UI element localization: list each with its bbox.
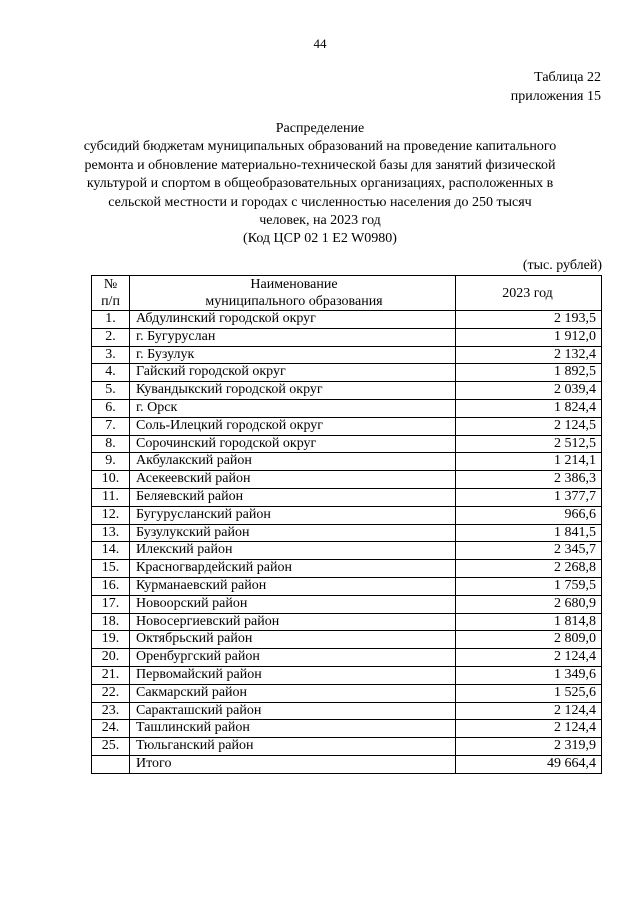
- table-row: [92, 649, 602, 667]
- row-value: 2 345,7: [456, 542, 602, 560]
- row-value: 2 039,4: [456, 382, 602, 400]
- row-value: 1 841,5: [456, 524, 602, 542]
- row-number: 10.: [92, 471, 130, 489]
- row-number: 19.: [92, 631, 130, 649]
- row-number: 11.: [92, 488, 130, 506]
- table-row: [92, 542, 602, 560]
- title-line: субсидий бюджетам муниципальных образований на проведение капитального: [83, 139, 557, 155]
- row-number: 21.: [92, 666, 130, 684]
- table-row: [92, 595, 602, 613]
- table-row: [92, 524, 602, 542]
- table-row: [92, 471, 602, 489]
- header-name: [130, 276, 456, 311]
- row-value: 1 525,6: [456, 684, 602, 702]
- subsidy-table: [91, 275, 602, 774]
- header-name-line1: Наименование: [250, 277, 338, 292]
- row-value: 2 512,5: [456, 435, 602, 453]
- row-name: Бузулукский район: [130, 524, 456, 542]
- table-row: [92, 720, 602, 738]
- row-number: 2.: [92, 328, 130, 346]
- row-name: Соль-Илецкий городской округ: [130, 417, 456, 435]
- row-number: 14.: [92, 542, 130, 560]
- row-value: 1 912,0: [456, 328, 602, 346]
- row-name: Кувандыкский городской округ: [130, 382, 456, 400]
- row-number: 16.: [92, 577, 130, 595]
- row-number: 25.: [92, 738, 130, 756]
- row-value: 2 319,9: [456, 738, 602, 756]
- table-row: [92, 328, 602, 346]
- row-name: Курманаевский район: [130, 577, 456, 595]
- row-name: Тюльганский район: [130, 738, 456, 756]
- row-value: 2 124,4: [456, 649, 602, 667]
- title-line: ремонта и обновление материально-технической базы для занятий физической: [84, 157, 556, 173]
- total-row: [92, 755, 602, 773]
- row-number: 22.: [92, 684, 130, 702]
- row-name: г. Орск: [130, 399, 456, 417]
- row-number: 23.: [92, 702, 130, 720]
- row-number: 3.: [92, 346, 130, 364]
- row-name: Асекеевский район: [130, 471, 456, 489]
- table-row: [92, 453, 602, 471]
- row-value: 1 759,5: [456, 577, 602, 595]
- row-name: Саракташский район: [130, 702, 456, 720]
- row-number: 8.: [92, 435, 130, 453]
- row-number: 24.: [92, 720, 130, 738]
- row-value: 2 386,3: [456, 471, 602, 489]
- row-name: Сакмарский район: [130, 684, 456, 702]
- row-name: Акбулакский район: [130, 453, 456, 471]
- row-number: 6.: [92, 399, 130, 417]
- row-name: Сорочинский городской округ: [130, 435, 456, 453]
- row-value: 2 124,4: [456, 702, 602, 720]
- row-name: Новосергиевский район: [130, 613, 456, 631]
- table-row: [92, 364, 602, 382]
- table-ref-line2: приложения 15: [510, 89, 601, 104]
- table-row: [92, 399, 602, 417]
- table-row: [92, 435, 602, 453]
- table-header-row: [92, 276, 602, 311]
- row-value: 2 124,5: [456, 417, 602, 435]
- row-name: Илекский район: [130, 542, 456, 560]
- header-number-line1: №: [103, 277, 118, 292]
- table-row: [92, 613, 602, 631]
- row-name: Октябрьский район: [130, 631, 456, 649]
- row-value: 1 824,4: [456, 399, 602, 417]
- row-name: Беляевский район: [130, 488, 456, 506]
- header-number-line2: п/п: [101, 294, 120, 309]
- row-value: 2 193,5: [456, 311, 602, 329]
- table-row: [92, 666, 602, 684]
- table-row: [92, 382, 602, 400]
- document-title: [70, 120, 570, 249]
- table-row: [92, 577, 602, 595]
- row-number: 1.: [92, 311, 130, 329]
- title-line: сельской местности и городах с численностью населения до 250 тысяч: [108, 194, 532, 210]
- row-value: 966,6: [456, 506, 602, 524]
- row-value: 1 214,1: [456, 453, 602, 471]
- row-name: г. Бугуруслан: [130, 328, 456, 346]
- row-number: 15.: [92, 560, 130, 578]
- title-heading: Распределение: [275, 121, 365, 136]
- row-name: Оренбургский район: [130, 649, 456, 667]
- row-number: 4.: [92, 364, 130, 382]
- row-number: 7.: [92, 417, 130, 435]
- row-name: Ташлинский район: [130, 720, 456, 738]
- table-row: [92, 506, 602, 524]
- row-number: 9.: [92, 453, 130, 471]
- row-number: 20.: [92, 649, 130, 667]
- row-value: 2 124,4: [456, 720, 602, 738]
- row-name: Красногвардейский район: [130, 560, 456, 578]
- title-line: культурой и спортом в общеобразовательных организациях, расположенных в: [86, 176, 554, 192]
- table-row: [92, 702, 602, 720]
- row-number: 13.: [92, 524, 130, 542]
- table-reference: [511, 68, 601, 106]
- row-value: 1 377,7: [456, 488, 602, 506]
- row-value: 1 349,6: [456, 666, 602, 684]
- table-ref-line1: Таблица 22: [534, 70, 601, 85]
- total-label: Итого: [130, 755, 456, 773]
- table-row: [92, 417, 602, 435]
- row-name: Первомайский район: [130, 666, 456, 684]
- row-value: 1 814,8: [456, 613, 602, 631]
- units-label: (тыс. рублей): [522, 258, 602, 273]
- row-value: 1 892,5: [456, 364, 602, 382]
- table-row: [92, 684, 602, 702]
- table-row: [92, 311, 602, 329]
- row-number: 17.: [92, 595, 130, 613]
- table-row: [92, 346, 602, 364]
- row-number: 12.: [92, 506, 130, 524]
- row-name: Новоорский район: [130, 595, 456, 613]
- row-value: 2 809,0: [456, 631, 602, 649]
- table-row: [92, 631, 602, 649]
- header-year: 2023 год: [456, 276, 602, 311]
- row-name: Абдулинский городской округ: [130, 311, 456, 329]
- title-line: человек, на 2023 год: [259, 213, 381, 229]
- row-number: 5.: [92, 382, 130, 400]
- table-row: [92, 488, 602, 506]
- header-name-line2: муниципального образования: [205, 294, 383, 309]
- header-number: [92, 276, 130, 311]
- row-name: Гайский городской округ: [130, 364, 456, 382]
- title-code: (Код ЦСР 02 1 E2 W0980): [243, 231, 397, 247]
- table-row: [92, 560, 602, 578]
- row-value: 2 680,9: [456, 595, 602, 613]
- row-value: 2 132,4: [456, 346, 602, 364]
- total-value: 49 664,4: [456, 755, 602, 773]
- row-name: г. Бузулук: [130, 346, 456, 364]
- page-number: 44: [313, 36, 327, 51]
- table-row: [92, 738, 602, 756]
- row-name: Бугурусланский район: [130, 506, 456, 524]
- total-number-cell: [92, 755, 130, 773]
- row-number: 18.: [92, 613, 130, 631]
- row-value: 2 268,8: [456, 560, 602, 578]
